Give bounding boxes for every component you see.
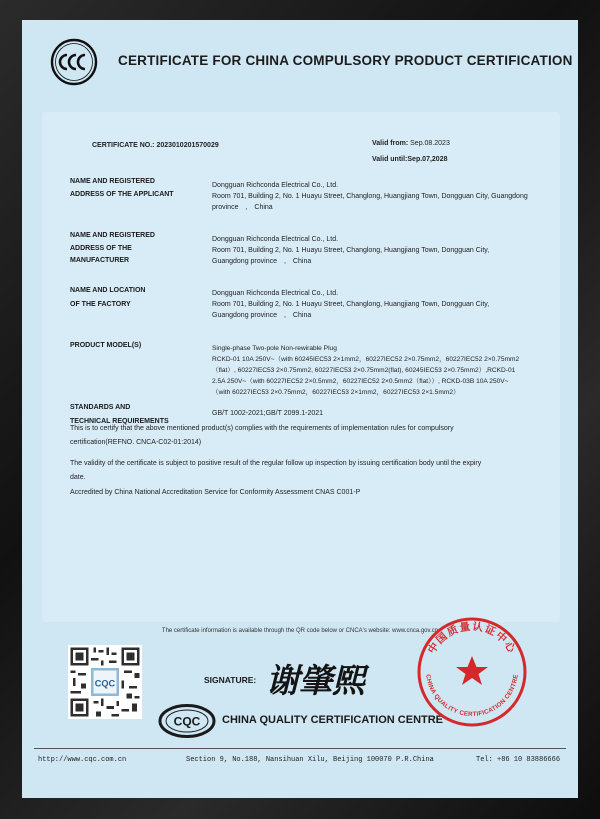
- applicant-name: Dongguan Richconda Electrical Co., Ltd.: [212, 182, 339, 189]
- manufacturer-name: Dongguan Richconda Electrical Co., Ltd.: [212, 236, 339, 243]
- factory-label: [70, 284, 145, 312]
- product-line: RCKD-01 10A 250V~（with 60245IEC53 2×1mm2，60227IEC52 2×0.75mm2，60227IEC52 2×0.75mm2: [212, 356, 520, 363]
- certificate-number: 2023010201570029: [156, 142, 219, 149]
- cqc-logo: [158, 704, 216, 738]
- seal-star-icon: [456, 656, 488, 685]
- applicant-label: [70, 176, 174, 201]
- validity-statement: [70, 457, 536, 485]
- certificate-number-label: CERTIFICATE NO.:: [92, 142, 155, 149]
- valid-from-row: [372, 138, 450, 149]
- factory-label-line: NAME AND LOCATION: [70, 287, 146, 294]
- official-seal: [414, 614, 530, 730]
- valid-until-row: [372, 154, 447, 165]
- footer-divider: [34, 748, 566, 749]
- factory-label-line: OF THE FACTORY: [70, 301, 131, 308]
- applicant-address: Room 701, Building 2, No. 1 Huayu Street, Changlong, Huangjiang Town, Dongguan City, Guangdong: [212, 193, 528, 200]
- svg-text:中国质量认证中心: [425, 620, 519, 656]
- applicant-label-line: ADDRESS OF THE APPLICANT: [70, 190, 174, 198]
- valid-from-date: Sep.08.2023: [410, 140, 450, 147]
- manufacturer-label: [70, 230, 155, 268]
- certificate-title: CERTIFICATE FOR CHINA COMPULSORY PRODUCT CERTIFICATION: [118, 53, 573, 68]
- cqc-logo-text: CQC: [173, 714, 201, 729]
- factory-name: Dongguan Richconda Electrical Co., Ltd.: [212, 290, 339, 297]
- applicant-label-line: NAME AND REGISTERED: [70, 178, 155, 185]
- statement-line: The validity of the certificate is subject to positive result of the regular follow up inspection by issuing certification body until the expiry: [70, 460, 482, 467]
- qr-code[interactable]: [68, 645, 142, 719]
- statement-line: date.: [70, 474, 86, 481]
- qr-cqc-mark: CQC: [94, 678, 116, 689]
- product-label: PRODUCT MODEL(S): [70, 342, 142, 349]
- ccc-logo: [50, 38, 98, 86]
- footer-address: Section 9, No.188, Nansihuan Xilu, Beijing 100070 P.R.China: [186, 756, 434, 764]
- applicant-value: [212, 180, 550, 213]
- valid-until-date: Sep.07,2028: [407, 156, 448, 163]
- product-line: 2.5A 250V~（with 60227IEC52 2×0.5mm2，60227IEC52 2×0.5mm2（flat））, RCKD-03B 10A 250V~: [212, 378, 509, 385]
- statement-line: certification(REFNO. CNCA-C02-01:2014): [70, 439, 202, 446]
- certificate-header: [22, 20, 578, 108]
- factory-value: [212, 288, 550, 321]
- standards-label-line: STANDARDS AND: [70, 404, 131, 411]
- factory-address: Guangdong province , China: [212, 312, 312, 319]
- certificate-number-row: [92, 140, 219, 151]
- applicant-address: province , China: [212, 204, 273, 211]
- product-line: （with 60227IEC53 2×0.75mm2，60227IEC53 2×1mm2，60227IEC53 2×1.5mm2）: [212, 389, 460, 396]
- product-models: [212, 343, 550, 398]
- valid-from-label: Valid from:: [372, 140, 409, 147]
- product-line: Single-phase Two-pole Non-rewirable Plug: [212, 345, 337, 352]
- signature-label: SIGNATURE:: [204, 675, 257, 685]
- qr-note: The certificate information is available through the QR code below or CNCA's website: www.cnca.gov.cn: [161, 628, 439, 634]
- footer-website[interactable]: http://www.cqc.com.cn: [38, 756, 127, 764]
- cqc-name: CHINA QUALITY CERTIFICATION CENTRE: [222, 714, 444, 726]
- signature-image: [262, 654, 382, 702]
- factory-address: Room 701, Building 2, No. 1 Huayu Street, Changlong, Huangjiang Town, Dongguan City,: [212, 301, 490, 308]
- manufacturer-label-line: NAME AND REGISTERED: [70, 232, 155, 239]
- product-line: （flat）, 60227IEC53 2×0.75mm2, 60227IEC53 2×0.75mm2(flat), 60245IEC53 2×0.75mm2）,RCKD-01: [212, 367, 516, 374]
- certificate-paper: [22, 20, 578, 798]
- certificate-details-panel: [42, 112, 560, 622]
- footer-tel: Tel: +86 10 83886666: [476, 756, 561, 764]
- accreditation-statement: Accredited by China National Accreditation Service for Conformity Assessment CNAS C001-P: [70, 489, 361, 496]
- seal-text-cn: 中国质量认证中心: [425, 620, 519, 657]
- standards-label-line: TECHNICAL REQUIREMENTS: [70, 418, 169, 425]
- signature-text: 谢肇熙: [266, 661, 365, 700]
- manufacturer-value: [212, 234, 550, 267]
- manufacturer-address: Room 701, Building 2, No. 1 Huayu Street, Changlong, Huangjiang Town, Dongguan City,: [212, 247, 490, 254]
- statement-line: This is to certify that the above mentioned product(s) complies with the requirements of implementation rules for compulsory: [70, 425, 454, 432]
- standards-value: GB/T 1002-2021;GB/T 2099.1-2021: [212, 410, 324, 417]
- valid-until-label: Valid until:: [372, 156, 408, 163]
- manufacturer-label-line: MANUFACTURER: [70, 257, 130, 264]
- certification-statement: [70, 422, 536, 450]
- seal-text-en: CHINA QUALITY CERTIFICATION CENTRE: [424, 673, 520, 719]
- manufacturer-label-line: ADDRESS OF THE: [70, 244, 132, 252]
- manufacturer-address: Guangdong province , China: [212, 258, 312, 265]
